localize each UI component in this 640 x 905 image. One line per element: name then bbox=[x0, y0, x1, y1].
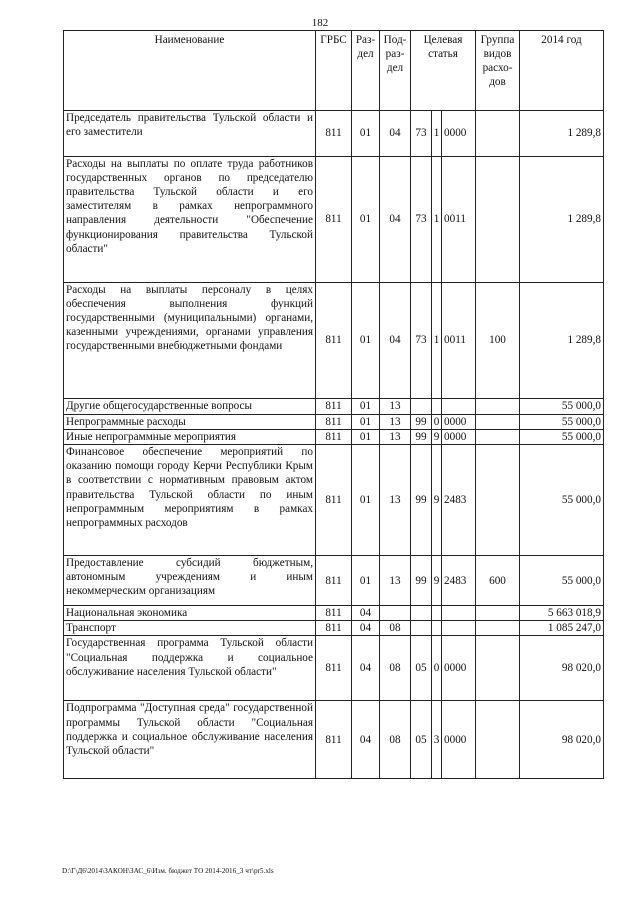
row-grbs: 811 bbox=[316, 283, 352, 399]
row-razdel: 01 bbox=[352, 445, 380, 556]
row-grbs: 811 bbox=[316, 606, 352, 621]
row-name: Непрограммные расходы bbox=[64, 415, 316, 430]
row-amount: 98 020,0 bbox=[520, 701, 604, 779]
row-podrazdel: 04 bbox=[380, 283, 411, 399]
row-grbs: 811 bbox=[316, 556, 352, 606]
row-target-direction bbox=[442, 606, 476, 621]
row-target-direction: 0000 bbox=[442, 701, 476, 779]
row-target-subprogram bbox=[432, 399, 442, 415]
row-grbs: 811 bbox=[316, 701, 352, 779]
row-grbs: 811 bbox=[316, 636, 352, 701]
row-razdel: 04 bbox=[352, 621, 380, 636]
row-target-subprogram bbox=[432, 606, 442, 621]
row-amount: 55 000,0 bbox=[520, 556, 604, 606]
row-expense-group: 100 bbox=[476, 283, 520, 399]
header-razdel: Раз- дел bbox=[352, 31, 380, 111]
row-grbs: 811 bbox=[316, 445, 352, 556]
row-amount: 55 000,0 bbox=[520, 445, 604, 556]
row-target-direction: 0011 bbox=[442, 283, 476, 399]
row-target-program: 05 bbox=[411, 636, 432, 701]
row-expense-group bbox=[476, 606, 520, 621]
header-target-article: Целевая статья bbox=[411, 31, 476, 111]
row-name: Иные непрограммные мероприятия bbox=[64, 430, 316, 445]
row-expense-group bbox=[476, 701, 520, 779]
row-amount: 1 289,8 bbox=[520, 283, 604, 399]
row-name: Подпрограмма "Доступная среда" государственной программы Тульской области "Социальная поддержка и социальное обслуживание населения Тульской области" bbox=[64, 701, 316, 779]
table-row bbox=[64, 157, 604, 283]
header-name: Наименование bbox=[64, 31, 316, 111]
table-row bbox=[64, 111, 604, 157]
row-razdel: 01 bbox=[352, 556, 380, 606]
row-target-direction: 0000 bbox=[442, 415, 476, 430]
row-grbs: 811 bbox=[316, 430, 352, 445]
row-name: Другие общегосударственные вопросы bbox=[64, 399, 316, 415]
row-razdel: 01 bbox=[352, 283, 380, 399]
row-podrazdel: 08 bbox=[380, 636, 411, 701]
row-amount: 1 289,8 bbox=[520, 111, 604, 157]
row-razdel: 01 bbox=[352, 415, 380, 430]
row-amount: 55 000,0 bbox=[520, 415, 604, 430]
row-razdel: 04 bbox=[352, 701, 380, 779]
row-target-program bbox=[411, 399, 432, 415]
row-target-program: 99 bbox=[411, 415, 432, 430]
row-razdel: 01 bbox=[352, 111, 380, 157]
row-amount: 1 085 247,0 bbox=[520, 621, 604, 636]
table-row bbox=[64, 399, 604, 415]
table-row bbox=[64, 283, 604, 399]
row-target-direction: 0000 bbox=[442, 636, 476, 701]
row-target-subprogram: 1 bbox=[432, 283, 442, 399]
row-name: Предоставление субсидий бюджетным, автономным учреждениям и иным некоммерческим организациям bbox=[64, 556, 316, 606]
row-target-program: 99 bbox=[411, 430, 432, 445]
row-expense-group bbox=[476, 399, 520, 415]
header-podrazdel: Под- раз- дел bbox=[380, 31, 411, 111]
row-target-subprogram: 1 bbox=[432, 157, 442, 283]
row-podrazdel: 13 bbox=[380, 415, 411, 430]
footer-file-path: D:\Г\Д6\2014\ЗАКОН\ЗАС_6\Изм. бюджет ТО 2014-2016_3 чт\pr5.xls bbox=[62, 867, 274, 875]
row-target-subprogram: 0 bbox=[432, 415, 442, 430]
row-expense-group bbox=[476, 430, 520, 445]
row-podrazdel: 13 bbox=[380, 556, 411, 606]
table-row bbox=[64, 445, 604, 556]
row-podrazdel: 13 bbox=[380, 399, 411, 415]
row-target-program: 73 bbox=[411, 157, 432, 283]
row-name: Государственная программа Тульской области "Социальная поддержка и социальное обслуживание населения Тульской области" bbox=[64, 636, 316, 701]
row-target-program bbox=[411, 621, 432, 636]
row-podrazdel: 04 bbox=[380, 157, 411, 283]
row-name: Расходы на выплаты по оплате труда работников государственных органов по председателю правительства Тульской области и его заместителям в рамках непрограммного направления деятельности "Обеспечение функционирования правительства Тульской области" bbox=[64, 157, 316, 283]
row-target-subprogram bbox=[432, 621, 442, 636]
row-name: Председатель правительства Тульской области и его заместители bbox=[64, 111, 316, 157]
row-grbs: 811 bbox=[316, 157, 352, 283]
row-expense-group bbox=[476, 621, 520, 636]
row-target-direction: 0000 bbox=[442, 111, 476, 157]
header-expense-group: Группа видов расхо- дов bbox=[476, 31, 520, 111]
row-name: Транспорт bbox=[64, 621, 316, 636]
row-expense-group bbox=[476, 157, 520, 283]
row-expense-group bbox=[476, 445, 520, 556]
table-row bbox=[64, 636, 604, 701]
row-expense-group: 600 bbox=[476, 556, 520, 606]
row-amount: 98 020,0 bbox=[520, 636, 604, 701]
row-grbs: 811 bbox=[316, 399, 352, 415]
row-target-direction bbox=[442, 621, 476, 636]
row-expense-group bbox=[476, 111, 520, 157]
row-razdel: 04 bbox=[352, 636, 380, 701]
row-target-subprogram: 1 bbox=[432, 111, 442, 157]
row-target-subprogram: 9 bbox=[432, 445, 442, 556]
row-target-subprogram: 3 bbox=[432, 701, 442, 779]
table-row bbox=[64, 430, 604, 445]
row-target-program: 73 bbox=[411, 111, 432, 157]
row-podrazdel: 13 bbox=[380, 445, 411, 556]
row-podrazdel: 04 bbox=[380, 111, 411, 157]
table-body bbox=[64, 111, 604, 779]
row-razdel: 01 bbox=[352, 157, 380, 283]
row-amount: 5 663 018,9 bbox=[520, 606, 604, 621]
row-target-program: 99 bbox=[411, 556, 432, 606]
row-target-program: 73 bbox=[411, 283, 432, 399]
row-target-subprogram: 0 bbox=[432, 636, 442, 701]
row-target-program bbox=[411, 606, 432, 621]
table-row bbox=[64, 606, 604, 621]
row-target-direction: 0011 bbox=[442, 157, 476, 283]
row-grbs: 811 bbox=[316, 621, 352, 636]
row-name: Финансовое обеспечение мероприятий по оказанию помощи городу Керчи Республики Крым в соответствии с нормативным правовым актом правительства Тульской области по иным непрограммным мероприятиям в рамках непрограммных расходов bbox=[64, 445, 316, 556]
row-grbs: 811 bbox=[316, 415, 352, 430]
table-row bbox=[64, 556, 604, 606]
budget-table bbox=[63, 30, 604, 779]
row-podrazdel bbox=[380, 606, 411, 621]
row-razdel: 01 bbox=[352, 399, 380, 415]
row-podrazdel: 08 bbox=[380, 621, 411, 636]
row-target-direction bbox=[442, 399, 476, 415]
row-expense-group bbox=[476, 636, 520, 701]
row-target-direction: 0000 bbox=[442, 430, 476, 445]
row-amount: 55 000,0 bbox=[520, 399, 604, 415]
table-header-row bbox=[64, 31, 604, 111]
row-target-program: 99 bbox=[411, 445, 432, 556]
row-expense-group bbox=[476, 415, 520, 430]
row-podrazdel: 13 bbox=[380, 430, 411, 445]
header-year-2014: 2014 год bbox=[520, 31, 604, 111]
row-razdel: 01 bbox=[352, 430, 380, 445]
header-grbs: ГРБС bbox=[316, 31, 352, 111]
row-amount: 55 000,0 bbox=[520, 430, 604, 445]
row-grbs: 811 bbox=[316, 111, 352, 157]
row-name: Расходы на выплаты персоналу в целях обеспечения выполнения функций государственными (муниципальными) органами, казенными учреждениями, органами управления государственными внебюджетными фондами bbox=[64, 283, 316, 399]
row-target-direction: 2483 bbox=[442, 556, 476, 606]
row-podrazdel: 08 bbox=[380, 701, 411, 779]
table-row bbox=[64, 415, 604, 430]
table-row bbox=[64, 621, 604, 636]
row-razdel: 04 bbox=[352, 606, 380, 621]
row-target-subprogram: 9 bbox=[432, 430, 442, 445]
page-number: 182 bbox=[311, 17, 329, 29]
row-target-program: 05 bbox=[411, 701, 432, 779]
row-name: Национальная экономика bbox=[64, 606, 316, 621]
row-target-subprogram: 9 bbox=[432, 556, 442, 606]
row-amount: 1 289,8 bbox=[520, 157, 604, 283]
table-row bbox=[64, 701, 604, 779]
row-target-direction: 2483 bbox=[442, 445, 476, 556]
